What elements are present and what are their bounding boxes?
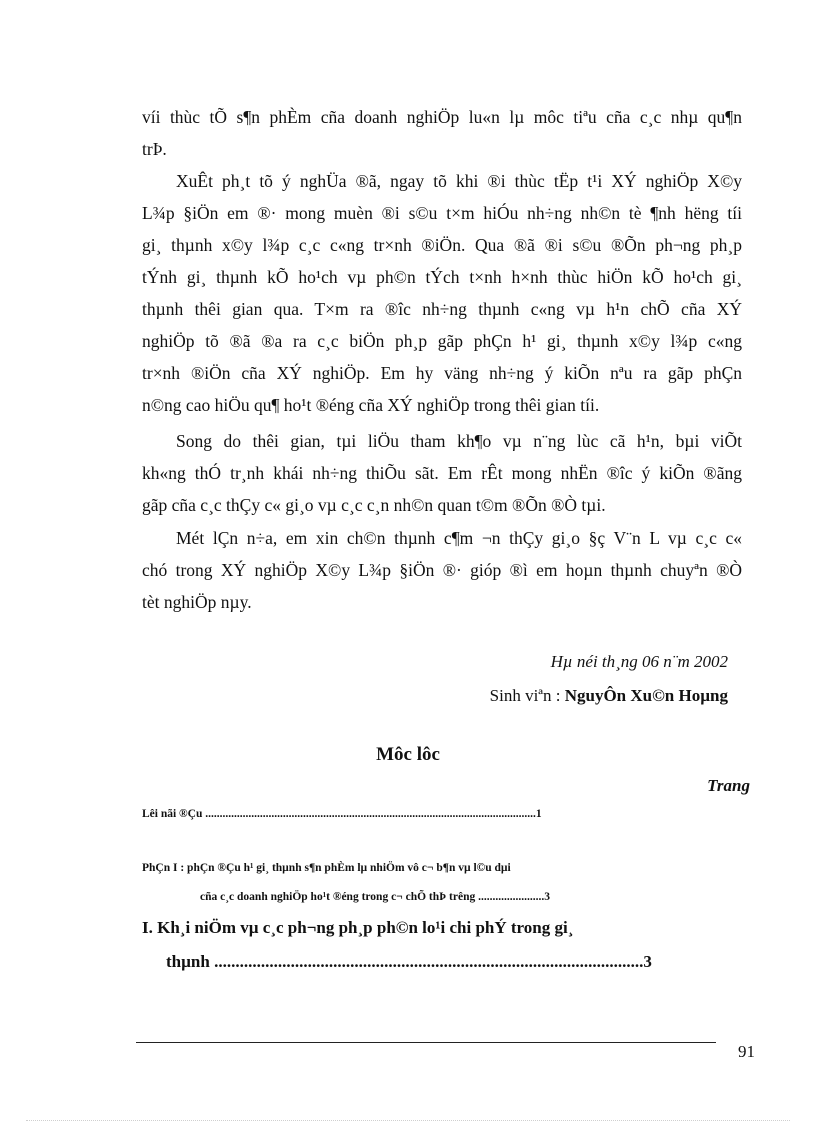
text-line: kh«ng thÓ tr¸nh khái nh÷ng thiÕu sãt. Em rÊt mong nhËn ®îc ý kiÕn ®ãng <box>142 463 742 483</box>
text-line: Song do thêi gian, tµi liÖu tham kh¶o vµ n¨ng lùc cã h¹n, bµi viÕt <box>176 431 742 451</box>
toc-entry-line: I. Kh¸i niÖm vµ c¸c ph¬ng ph¸p ph©n lo¹i chi phÝ trong gi¸ <box>142 918 574 937</box>
toc-entry-line: PhÇn I : phÇn ®Çu h¹ gi¸ thµnh s¶n phÈm lµ nhiÖm vô c¬ b¶n vµ l©u dµi <box>142 862 511 874</box>
text-line: tr×nh ®iÖn cña XÝ nghiÖp. Em hy väng nh÷ng ý kiÕn nªu ra gãp phÇn <box>142 363 742 383</box>
footer-rule <box>136 1042 716 1043</box>
text-line: Mét lÇn n÷a, em xin ch©n thµnh c¶m ¬n thÇy gi¸o §ç V¨n L vµ c¸c c« <box>176 528 742 548</box>
paragraph-acknowledgement <box>142 522 742 618</box>
toc-entry-section-one-line-1 <box>142 918 573 938</box>
signature-author <box>490 686 728 706</box>
paragraph-limitations <box>142 425 742 521</box>
paragraph-intro-continuation <box>142 101 742 165</box>
page-bottom-border <box>26 1120 790 1121</box>
text-line: L¾p §iÖn em ®· mong muèn ®i s©u t×m hiÓu nh÷ng nh©n tè ¶nh hëng tíi <box>142 203 742 223</box>
author-prefix: Sinh viªn : <box>489 686 565 705</box>
text-line: thµnh thêi gian qua. T×m ra ®îc nh÷ng thµnh c«ng vµ h¹n chÕ cña XÝ <box>142 299 742 319</box>
text-line: víi thùc tÕ s¶n phÈm cña doanh nghiÖp lu«n lµ môc tiªu cña c¸c nhµ qu¶n <box>142 107 742 127</box>
page-number: 91 <box>738 1042 755 1061</box>
paragraph-motivation <box>142 165 742 421</box>
text-line: chó trong XÝ nghiÖp X©y L¾p §iÖn ®· gióp ®ì em hoµn thµnh chuyªn ®Ò <box>142 560 742 580</box>
toc-entry-line: cña c¸c doanh nghiÖp ho¹t ®éng trong c¬ chÕ thÞ trêng .......................3 <box>200 891 550 903</box>
text-line: XuÊt ph¸t tõ ý nghÜa ®ã, ngay tõ khi ®i thùc tËp t¹i XÝ nghiÖp X©y <box>176 171 742 191</box>
text-line: tÝnh gi¸ thµnh kÕ ho¹ch vµ ph©n tÝch t×nh h×nh thùc hiÖn kÕ ho¹ch gi¸ <box>142 267 742 287</box>
toc-entry-foreword <box>142 808 726 820</box>
text-line: gi¸ thµnh x©y l¾p c¸c c«ng tr×nh ®iÖn. Qua ®ã ®i s©u ®Õn ph¬ng ph¸p <box>142 235 742 255</box>
toc-entry-line: thµnh .....................................................................................................3 <box>166 952 652 971</box>
author-name: NguyÔn Xu©n Hoµng <box>564 686 728 705</box>
signature-date: Hµ néi th¸ng 06 n¨m 2002 <box>550 652 728 671</box>
toc-entry-section-one-line-2 <box>166 952 652 972</box>
toc-entry-part-one-line-1 <box>142 862 726 874</box>
toc-page-header: Trang <box>707 776 750 795</box>
toc-title: Môc lôc <box>376 744 440 765</box>
text-line: n©ng cao hiÖu qu¶ ho¹t ®éng cña XÝ nghiÖp trong thêi gian tíi. <box>142 395 600 415</box>
text-line: trÞ. <box>142 139 167 159</box>
toc-entry-line: Lêi nãi ®Çu ...................................................................................................................1 <box>142 808 542 820</box>
toc-entry-part-one-line-2 <box>200 891 728 903</box>
text-line: nghiÖp tõ ®ã ®a ra c¸c biÖn ph¸p gãp phÇn h¹ gi¸ thµnh x©y l¾p c«ng <box>142 331 742 351</box>
text-line: tèt nghiÖp nµy. <box>142 592 252 612</box>
text-line: gãp cña c¸c thÇy c« gi¸o vµ c¸c c¸n nh©n quan t©m ®Õn ®Ò tµi. <box>142 495 606 515</box>
